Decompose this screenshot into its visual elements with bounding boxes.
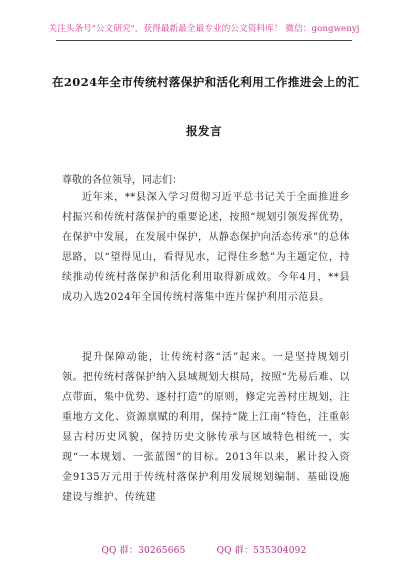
header-banner: 关注头条号"公文研究"，获得最新最全最专业的公文资料库！ 微信：gongwenyj: [48, 24, 360, 34]
header-divider: [56, 40, 352, 41]
footer-qq-group-1: QQ 群：30265665: [101, 546, 186, 556]
footer-qq-group-2: QQ 群：535304092: [216, 546, 307, 556]
salutation: 尊敬的各位领导，同志们：: [62, 175, 182, 186]
document-title-line1: 在2024年全市传统村落保护和活化利用工作推进会上的汇: [52, 75, 360, 89]
body-paragraph: 提升保障动能，让传统村落“活”起来。一是坚持规划引领。把传统村落保护纳入县域规划大棋局，按照“先易后难、以点带面，集中优势、逐村打造”的原则，修定完善村庄规划，注重地方文化、资源禀赋的利用，保持“陇上江南”特色，注重彰显古村历史风貌，保持历史文脉传承与区域特色相统一，实现“一本规划、一张蓝图”的目标。2013年以来，累计投入资金9135万元用于传统村落保护利用发展规划编制、基础设施建设与维护、传统建: [62, 352, 350, 503]
footer-contact: [0, 543, 408, 556]
document-title-line2: 报发言: [186, 124, 222, 138]
body-paragraph: 近年来，**县深入学习贯彻习近平总书记关于全面推进乡村振兴和传统村落保护的重要论述，按照“规划引领发挥优势，在保护中发展，在发展中保护，从静态保护向活态传承”的总体思路，以“望得见山，看得见水，记得住乡愁”为主题定位，持续推动传统村落保护和活化利用取得新成效。今年4月，**县成功入选2024年全国传统村落集中连片保护利用示范县。: [62, 192, 350, 303]
